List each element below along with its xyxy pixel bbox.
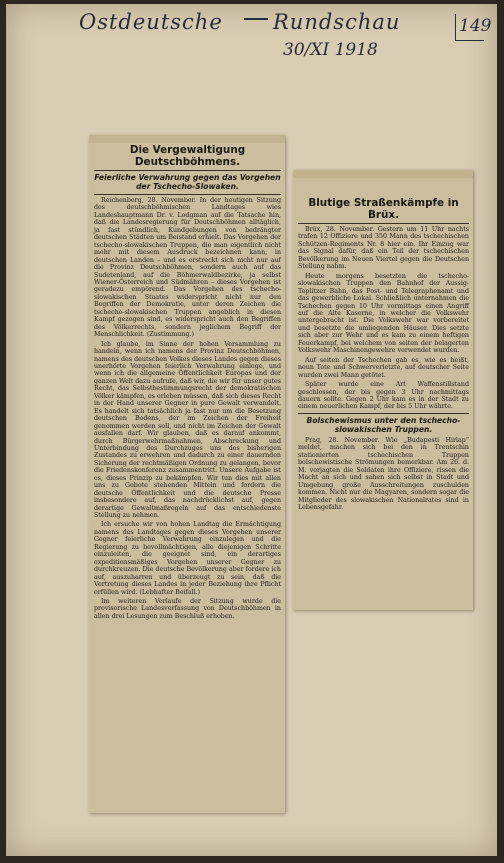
left-paragraph: Reichenberg, 28. November. In der heutigen Sitzung des deutschböhmischen Landtages wies Landeshauptmann Dr. v. Lodgman auf die Tatsache hin, daß die Landesregierung für Deutschböhmen alltäglich, ja fast stündlich, Kundgebungen von bedrängter deutschen Städten um Beistand erhielt. Das Vorgehen der tschecho-slowakischen Truppen, die man eigentlich nicht mehr mit diesem Ausdruck bezeichnen kann, in deutschen Landen – und es erstreckt sich nicht nur auf die Provinz Deutschböhmen, sondern auch auf das Sudetenland, auf die Böhmerwaldbezirke, ja selbst Wiener-Österreich und Südmähren – dieses Vorgehen ist geradezu empörend. Das Vorgehen des tschecho-slowakischen Staates widerspricht nicht nur den Begriffen der Demokratie, unter deren Zeichen die tschecho-slowakischen Truppen angeblich in diesen Kampf gezogen sind, es widerspricht auch den Begriffen des Völkerrechts, sondern jeglichem Begriff der Menschlichkeit. (Zustimmung.) <box>94 197 281 339</box>
left-headline: Die Vergewaltigung Deutschböhmens. <box>129 144 246 168</box>
divider <box>298 413 469 414</box>
divider <box>94 194 281 195</box>
right-paragraph: Heute morgens besetzten die tschecho-slowakischen Truppen den Bahnhof der Aussig-Teplitzer Bahn, das Post- und Telegraphenamt und das gewerbliche Lokal. Schließlich unternahmen die Tschechen gegen 10 Uhr vormittags einen Angriff auf die Alte Kaserne, in welcher die Volkswehr untergebracht ist. Die Volkswehr war vorbereitet und besetzte die umliegenden Häuser. Dies setzte sich aber zur Wehr und es kam zu einem heftigen Feuerkampf, bei welchem von seiten der belagerten Volkswehr Maschinengewehre verwendet wurden. <box>298 272 469 355</box>
divider <box>94 170 281 171</box>
archive-sheet <box>6 4 497 856</box>
tape-strip <box>89 135 285 143</box>
handwritten-dash <box>244 18 268 20</box>
newspaper-name-2: Rundschau <box>273 10 401 34</box>
right-clipping <box>293 170 473 610</box>
left-clipping <box>89 135 285 813</box>
divider <box>298 223 469 224</box>
handwritten-date: 30/XI 1918 <box>283 40 378 60</box>
right-headline: Blutige Straßenkämpfe in Brüx. <box>308 197 459 221</box>
newspaper-name: Ostdeutsche <box>79 10 223 34</box>
right-paragraph: Auf seiten der Tschechen gab es, wie es heißt, neun Tote und Schwerverletzte, auf deutscher Seite wurden zwei Mann getötet. <box>298 356 469 379</box>
left-paragraph: Im weiteren Verlaufe der Sitzung wurde die provisorische Landesverfassung von Deutschböhmen in allen drei Lesungen zum Beschluß erhoben. <box>94 598 281 620</box>
right-paragraph: Prag, 28. November. Wie „Budapesti Hirlap“ meldet, machen sich bei den in Trentschin stationierten tschechischen Truppen bolschewistische Strömungen bemerkbar. Am 26. d. M. verjagten die Soldaten ihre Offiziere, rissen die Macht an sich und sahen sich selbst in Stadt und Umgebung große Ausschreitungen zuschulden kommen. Nicht nur die Magyaren, sondern sogar die Mitglieder des slowakischen Nationalrates sind in Lebensgefahr. <box>298 436 469 511</box>
right-paragraph: Später wurde eine Art Waffenstillstand geschlossen, der bis gegen 3 Uhr nachmittags dauern sollte. Gegen 2 Uhr kam es in der Stadt zu einem neuerlichen Kampf, der bis 5 Uhr währte. <box>298 381 469 411</box>
handwritten-newspaper-name <box>79 10 223 34</box>
right-subheadline: Bolschewismus unter den tschecho-slowakischen Truppen. <box>306 415 461 434</box>
left-subheadline: Feierliche Verwahrung gegen das Vorgehen der Tschecho-Slowaken. <box>94 173 281 191</box>
handwritten-number: 149 <box>459 16 492 36</box>
handwritten-newspaper-name-2 <box>273 10 400 34</box>
left-paragraph: Ich ersuche wir von hohen Landtag die Ermächtigung namens des Landtages gegen dieses Vorgehen unserer Gegner feierliche Verwahrung einzulegen und die Regierung zu bevollmächtigen, alle diejenigen Schritte einzuleiten, die geeignet sind, ein derartiges expeditionsmäßiges Vorgehen unserer Gegner zu durchkreuzen. Die deutsche Bevölkerung aber fordere ich auf, auszuharren und überzeugt zu sein, daß die Vertretung dieses Landes in jeder Beziehung ihre Pflicht erfüllen wird. (Lebhafter Beifall.) <box>94 521 281 596</box>
left-paragraph: Ich glaube, im Sinne der hohen Versammlung zu handeln, wenn ich namens der Provinz Deutschböhmen, namens des deutschen Volkes dieses Landes gegen dieses unerhörte Vorgehen feierlich Verwahrung einlege, und wenn ich die allgemeine Öffentlichkeit Europas und der ganzen Welt dazu aufrufe, daß wir, die wir für unser gutes Recht, das Selbstbestimmungsrecht der demokratischen Völker kämpfen, es erleben müssen, daß sich dieses Recht in der Hand unserer Gegner in pure Gewalt verwandelt. Es handelt sich tatsächlich ja fast nur um die Besetzung deutschen Bodens, der im Zeichen der Freiheit genommen werden soll, und nicht im Zeichen der Gewalt ausfallen darf. Wir glauben, daß es darauf ankommt, durch Bürgerwehrmaßnahmen, Abschreckung und Unterbindung des Durchzuges uns des bisherigen Zustandes zu erwehren und dadurch zu einer dauernden Sicherung der rechtmäßigen Ordnung zu gelangen, bevor die Friedenskonferenz zusammentritt. Unsere Aufgabe ist es, dieses Prinzip zu bekämpfen. Wir tun dies mit allen uns zu Gebote stehenden Mitteln und fordern die deutsche Öffentlichkeit und die deutsche Presse insbesondere auf, das nachdrücklichst auf, gegen derartige Gewaltmaßregeln auf das entschiedenste Stellung zu nehmen. <box>94 340 281 520</box>
right-paragraph: Brüx, 28. November. Gestern um 11 Uhr nachts trafen 12 Offiziere und 350 Mann des tschechischen Schützen-Regiments Nr. 8 hier ein. Ihr Einzug war das Signal dafür, daß ein Teil der tschechischen Bevölkerung im Neuen Viertel gegen die Deutschen Stellung nahm. <box>298 226 469 271</box>
tape-strip <box>293 170 473 178</box>
